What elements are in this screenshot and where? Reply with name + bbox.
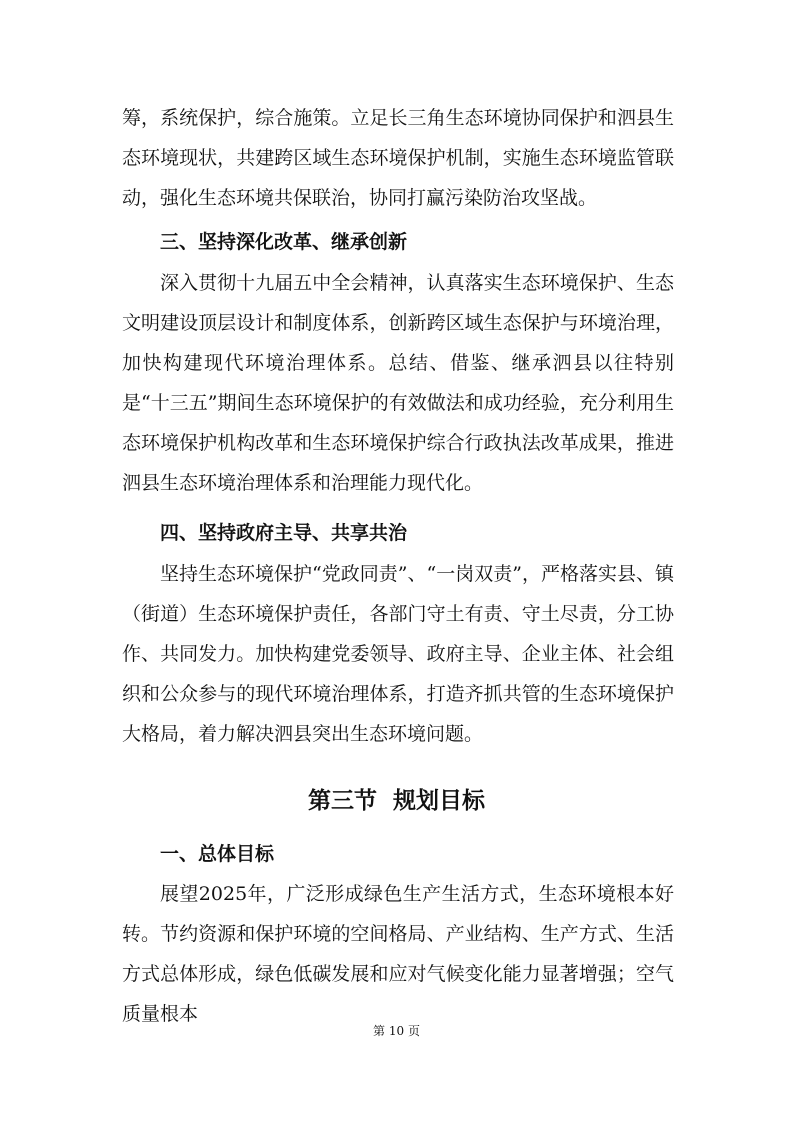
page-number: 第 10 页 (373, 1024, 420, 1038)
paragraph-coordinated-protection: 筹，系统保护，综合施策。立足长三角生态环境协同保护和泗县生态环境现状，共建跨区域生态环境保护机制，实施生态环境监管联动，强化生态环境共保联治，协同打赢污染防治攻坚战。 (122, 107, 674, 209)
heading-government-led: 四、坚持政府主导、共享共治 (160, 522, 408, 544)
heading-deepen-reform: 三、坚持深化改革、继承创新 (160, 231, 408, 253)
paragraph-overall-goals: 展望2025年，广泛形成绿色生产生活方式，生态环境根本好转。节约资源和保护环境的空间格局、产业结构、生产方式、生活方式总体形成，绿色低碳发展和应对气候变化能力显著增强；空气质量根本 (122, 883, 674, 1025)
section-title-planning-goals: 第三节 规划目标 (307, 788, 485, 814)
paragraph-deepen-reform: 深入贯彻十九届五中全会精神，认真落实生态环境保护、生态文明建设顶层设计和制度体系，创新跨区域生态保护与环境治理，加快构建现代环境治理体系。总结、借鉴、继承泗县以往特别是“十三五”期间生态环境保护的有效做法和成功经验，充分利用生态环境保护机构改革和生态环境保护综合行政执法改革成果，推进泗县生态环境治理体系和治理能力现代化。 (122, 272, 674, 494)
heading-overall-goals: 一、总体目标 (160, 843, 275, 865)
paragraph-government-led: 坚持生态环境保护“党政同责”、“一岗双责”，严格落实县、镇（街道）生态环境保护责任，各部门守土有责、守土尽责，分工协作、共同发力。加快构建党委领导、政府主导、企业主体、社会组织和公众参与的现代环境治理体系，打造齐抓共管的生态环境保护大格局，着力解决泗县突出生态环境问题。 (122, 563, 674, 745)
